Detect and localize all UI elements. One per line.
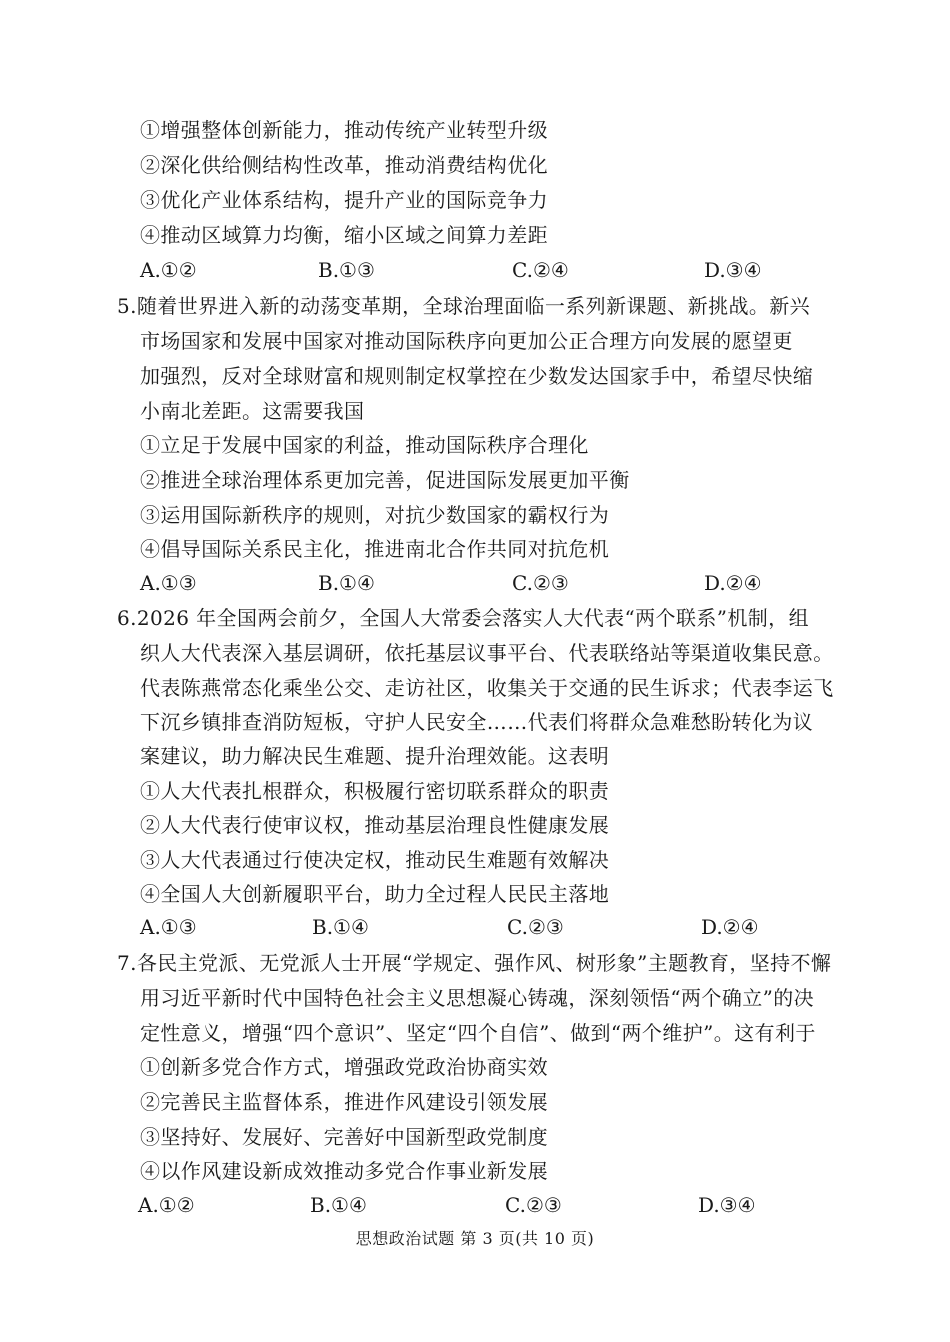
- q7-choice-d: D.③④: [698, 1193, 756, 1217]
- q5-choice-b: B.①④: [318, 571, 375, 595]
- q6-choice-b: B.①④: [312, 915, 369, 939]
- q7-item-1: ①创新多党合作方式，增强政党政治协商实效: [140, 1055, 548, 1079]
- q5-item-1: ①立足于发展中国家的利益，推动国际秩序合理化: [140, 433, 589, 457]
- q6-stem-line-3: 代表陈燕常态化乘坐公交、走访社区，收集关于交通的民生诉求；代表李运飞: [140, 676, 834, 700]
- q5-stem-line-4: 小南北差距。这需要我国: [140, 399, 365, 423]
- q6-item-2: ②人大代表行使审议权，推动基层治理良性健康发展: [140, 813, 610, 837]
- q5-stem-line-2: 市场国家和发展中国家对推动国际秩序向更加公正合理方向发展的愿望更: [140, 329, 793, 353]
- q6-choice-c: C.②③: [507, 915, 564, 939]
- q7-choice-a: A.①②: [138, 1193, 195, 1217]
- q4-item-1: ①增强整体创新能力，推动传统产业转型升级: [140, 118, 548, 142]
- q4-choice-c: C.②④: [512, 258, 569, 282]
- q4-item-2: ②深化供给侧结构性改革，推动消费结构优化: [140, 153, 548, 177]
- q6-item-1: ①人大代表扎根群众，积极履行密切联系群众的职责: [140, 779, 610, 803]
- q7-stem-line-3: 定性意义，增强“四个意识”、坚定“四个自信”、做到“两个维护”。这有利于: [140, 1021, 816, 1045]
- q6-item-4: ④全国人大创新履职平台，助力全过程人民民主落地: [140, 882, 610, 906]
- q4-choice-a: A.①②: [140, 258, 197, 282]
- q7-choice-b: B.①④: [310, 1193, 367, 1217]
- q7-stem-line-1: 7.各民主党派、无党派人士开展“学规定、强作风、树形象”主题教育，坚持不懈: [117, 951, 832, 975]
- page-footer: 思想政治试题 第 3 页(共 10 页): [355, 1229, 595, 1248]
- q5-stem-line-1: 5.随着世界进入新的动荡变革期，全球治理面临一系列新课题、新挑战。新兴: [117, 294, 811, 318]
- q5-stem-line-3: 加强烈，反对全球财富和规则制定权掌控在少数发达国家手中，希望尽快缩: [140, 364, 814, 388]
- q5-item-4: ④倡导国际关系民主化，推进南北合作共同对抗危机: [140, 537, 610, 561]
- q6-stem-line-5: 案建议，助力解决民生难题、提升治理效能。这表明: [140, 744, 610, 768]
- q6-choice-a: A.①③: [140, 915, 197, 939]
- q4-item-4: ④推动区域算力均衡，缩小区域之间算力差距: [140, 223, 548, 247]
- q7-item-4: ④以作风建设新成效推动多党合作事业新发展: [140, 1159, 548, 1183]
- q4-choice-b: B.①③: [318, 258, 375, 282]
- q5-item-3: ③运用国际新秩序的规则，对抗少数国家的霸权行为: [140, 503, 610, 527]
- q5-choice-c: C.②③: [512, 571, 569, 595]
- q7-item-3: ③坚持好、发展好、完善好中国新型政党制度: [140, 1125, 548, 1149]
- q7-item-2: ②完善民主监督体系，推进作风建设引领发展: [140, 1090, 548, 1114]
- q5-choice-a: A.①③: [140, 571, 197, 595]
- q5-choice-d: D.②④: [704, 571, 762, 595]
- q6-choice-d: D.②④: [701, 915, 759, 939]
- q7-stem-line-2: 用习近平新时代中国特色社会主义思想凝心铸魂，深刻领悟“两个确立”的决: [140, 986, 815, 1010]
- q6-item-3: ③人大代表通过行使决定权，推动民生难题有效解决: [140, 848, 610, 872]
- q6-stem-line-1: 6.2026 年全国两会前夕，全国人大常委会落实人大代表“两个联系”机制，组: [117, 606, 809, 630]
- q6-stem-line-4: 下沉乡镇排查消防短板，守护人民安全……代表们将群众急难愁盼转化为议: [140, 710, 814, 734]
- q4-choice-d: D.③④: [704, 258, 762, 282]
- q5-item-2: ②推进全球治理体系更加完善，促进国际发展更加平衡: [140, 468, 630, 492]
- q4-item-3: ③优化产业体系结构，提升产业的国际竞争力: [140, 188, 548, 212]
- q6-stem-line-2: 织人大代表深入基层调研，依托基层议事平台、代表联络站等渠道收集民意。: [140, 641, 834, 665]
- q7-choice-c: C.②③: [505, 1193, 562, 1217]
